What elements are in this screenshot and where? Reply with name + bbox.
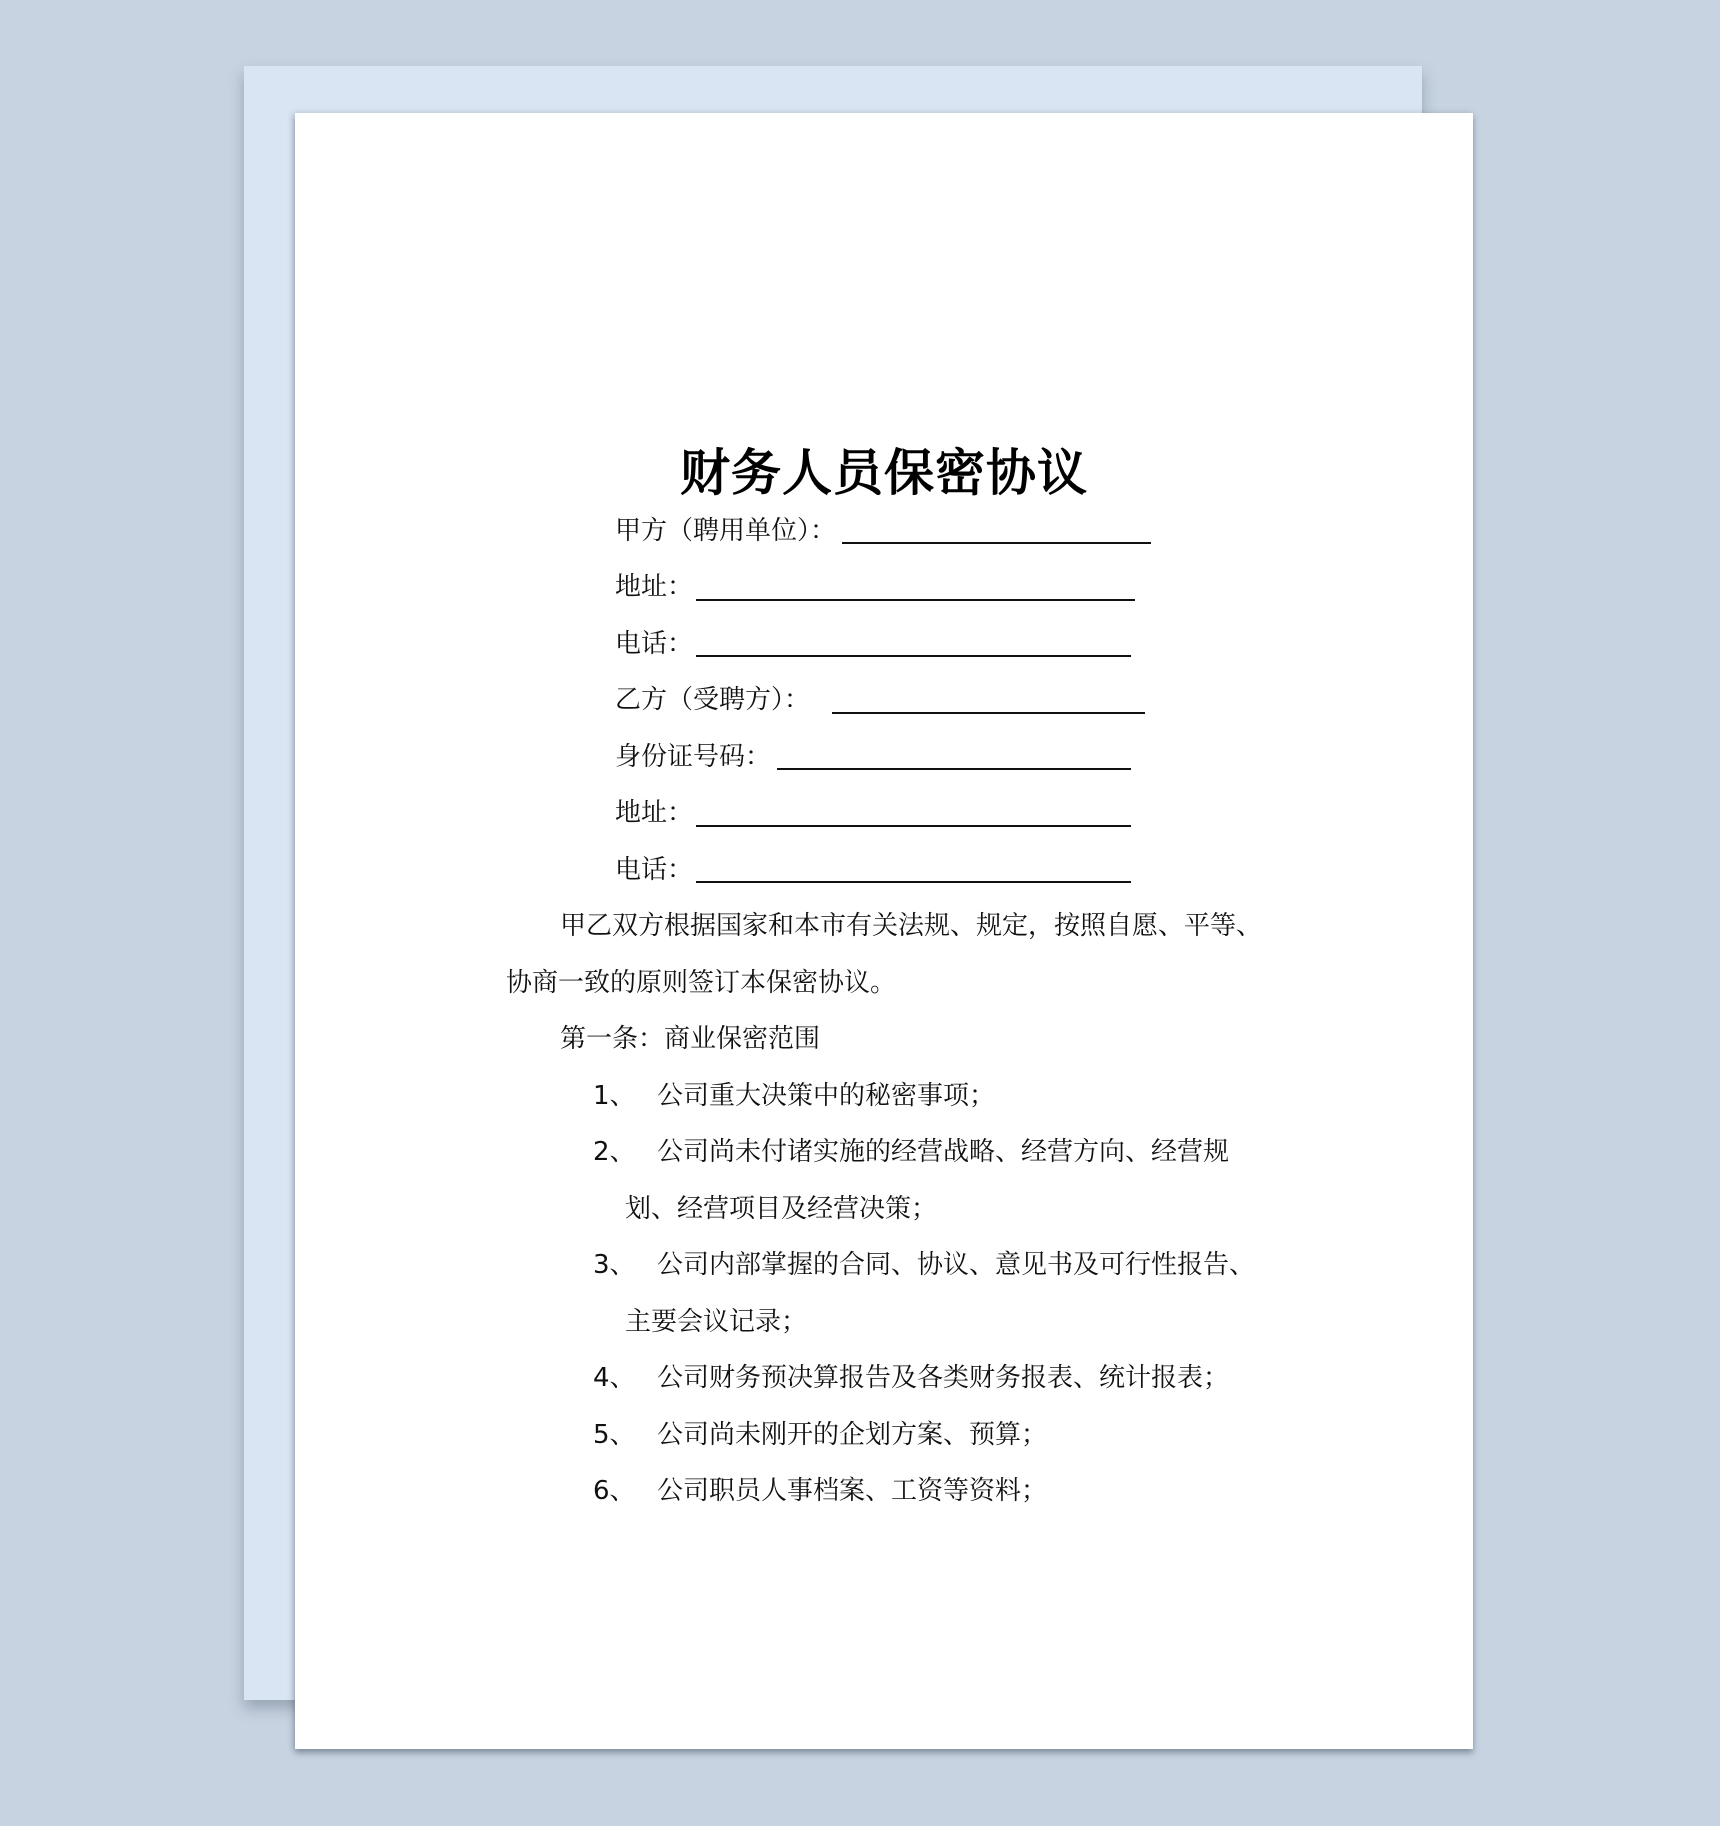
list-item-number: 6、 <box>593 1476 636 1506</box>
field-input-party-b-address[interactable] <box>696 825 1131 827</box>
list-item-number: 3、 <box>593 1250 636 1280</box>
list-item-number: 4、 <box>593 1363 636 1393</box>
list-item-text-continued: 主要会议记录； <box>625 1307 808 1337</box>
field-input-party-a-address[interactable] <box>696 599 1135 601</box>
field-label-party-a-address: 地址： <box>615 572 694 602</box>
field-label-id-number: 身份证号码： <box>615 742 772 772</box>
list-item-text-continued: 划、经营项目及经营决策； <box>625 1194 938 1224</box>
list-item-number: 5、 <box>593 1420 636 1450</box>
document-title: 财务人员保密协议 <box>680 444 1088 502</box>
intro-paragraph-line-1: 甲乙双方根据国家和本市有关法规、规定，按照自愿、平等、 <box>560 911 1263 941</box>
field-input-party-b-phone[interactable] <box>696 881 1131 883</box>
field-label-party-b-phone: 电话： <box>615 855 694 885</box>
field-label-party-b-address: 地址： <box>615 798 694 828</box>
list-item-text: 公司重大决策中的秘密事项； <box>657 1081 996 1111</box>
list-item-number: 2、 <box>593 1137 636 1167</box>
list-item-text: 公司尚未刚开的企划方案、预算； <box>657 1420 1048 1450</box>
section-heading: 第一条：商业保密范围 <box>560 1024 821 1054</box>
list-item-text: 公司内部掌握的合同、协议、意见书及可行性报告、 <box>657 1250 1256 1280</box>
field-label-party-a-phone: 电话： <box>615 629 694 659</box>
field-input-id-number[interactable] <box>777 768 1131 770</box>
list-item-text: 公司职员人事档案、工资等资料； <box>657 1476 1048 1506</box>
list-item-number: 1、 <box>593 1081 636 1111</box>
field-label-party-a: 甲方（聘用单位）： <box>615 516 837 546</box>
field-input-party-a[interactable] <box>842 542 1151 544</box>
document-page <box>295 113 1473 1749</box>
list-item-text: 公司财务预决算报告及各类财务报表、统计报表； <box>657 1363 1230 1393</box>
intro-paragraph-line-2: 协商一致的原则签订本保密协议。 <box>506 968 897 998</box>
list-item-text: 公司尚未付诸实施的经营战略、经营方向、经营规 <box>657 1137 1230 1167</box>
field-label-party-b: 乙方（受聘方）： <box>615 685 811 715</box>
field-input-party-a-phone[interactable] <box>696 655 1131 657</box>
field-input-party-b[interactable] <box>832 712 1145 714</box>
